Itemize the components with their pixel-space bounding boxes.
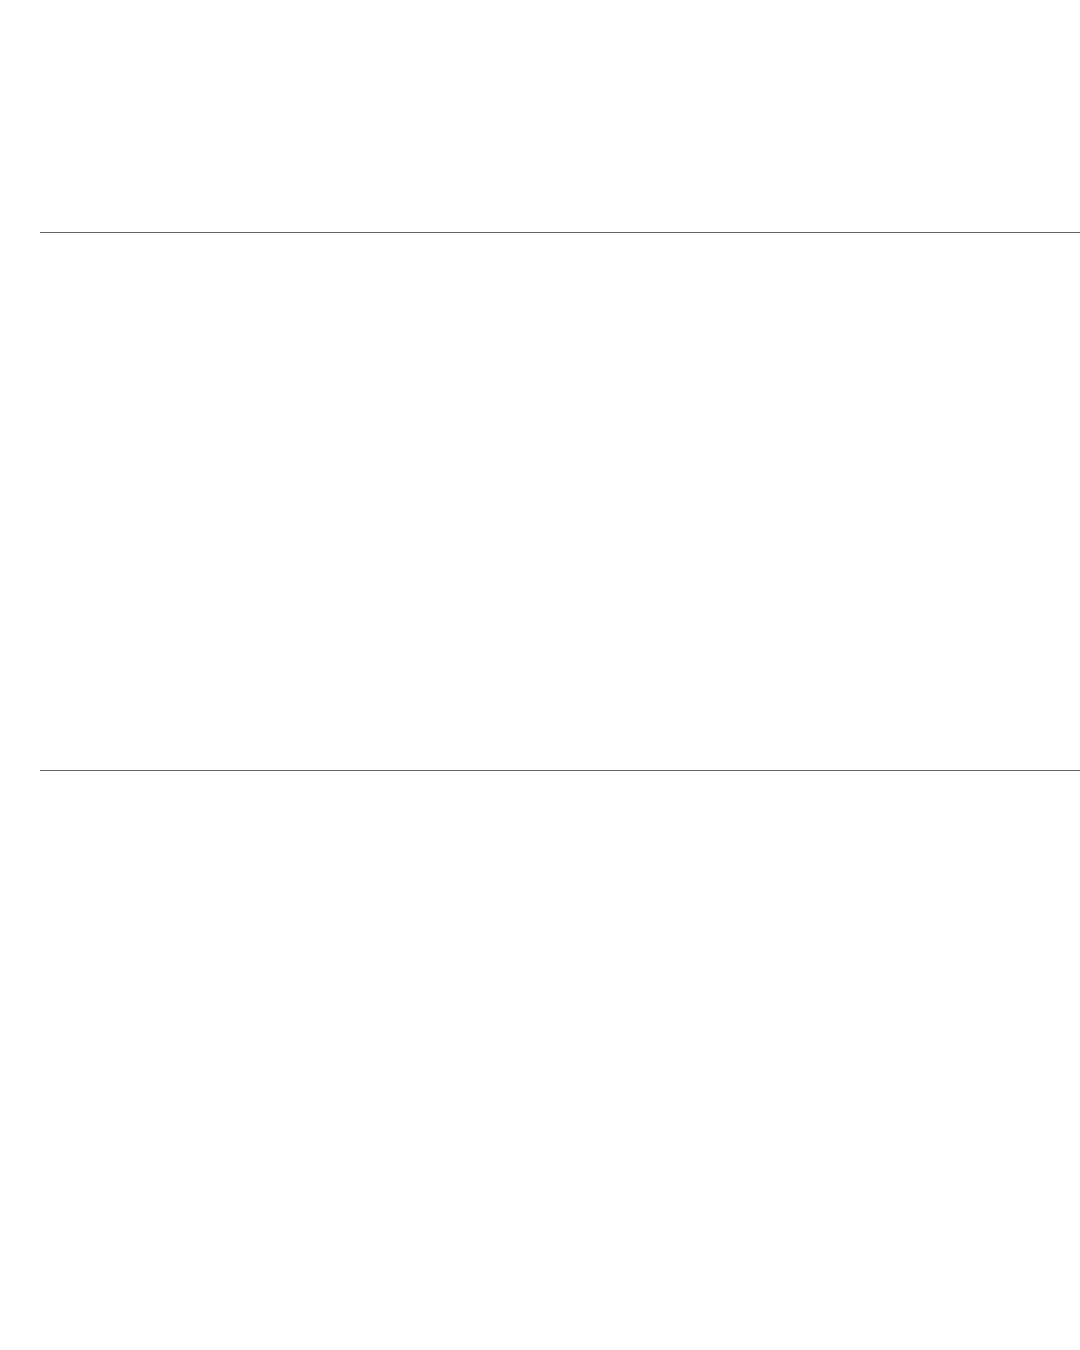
divider-a <box>40 232 1080 233</box>
divider-b <box>40 770 1080 771</box>
